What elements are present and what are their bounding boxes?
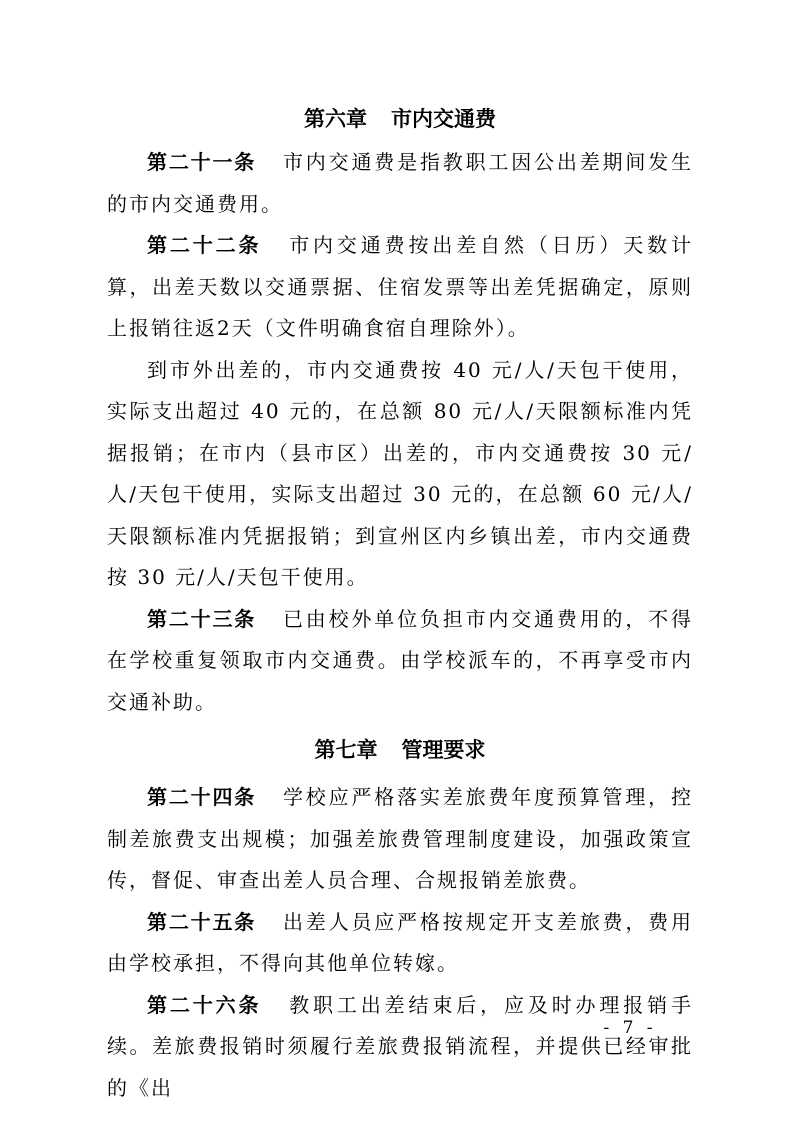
article-22-number: 第二十二条 [147, 233, 262, 257]
article-24-text: 学校应严格落实差旅费年度预算管理，控制差旅费支出规模；加强差旅费管理制度建设，加强政策宣传，督促、审查出差人员合理、合规报销差旅费。 [107, 785, 694, 892]
article-22 [107, 225, 693, 350]
article-23-text: 已由校外单位负担市内交通费用的，不得在学校重复领取市内交通费。由学校派车的，不再享受市内交通补助。 [107, 606, 694, 714]
article-21-text: 市内交通费是指教职工因公出差期间发生的市内交通费用。 [107, 150, 694, 216]
chapter-6-number: 第六章 [304, 107, 367, 131]
chapter-7-number: 第七章 [314, 738, 378, 762]
article-22-paragraph-2 [107, 350, 693, 599]
article-22-paragraph-2-text: 到市外出差的，市内交通费按 40 元/人/天包干使用，实际支出超过 40 元的，在总额 80 元/人/天限额标准内凭据报销；在市内（县市区）出差的，市内交通费按 30 元/人/天包干使用，实际支出超过 30 元的，在总额 60 元/人/天限额标准内凭据报销；到宣州区内乡镇出差，市内交通费按 30 元/人/天包干使用。 [107, 357, 693, 589]
chapter-6-title: 市内交通费 [391, 107, 496, 131]
page-content [107, 100, 693, 1109]
article-24-number: 第二十四条 [147, 785, 257, 809]
chapter-7-heading [107, 731, 693, 769]
article-26 [107, 985, 693, 1110]
article-25 [107, 902, 693, 985]
chapter-7-title: 管理要求 [401, 738, 486, 762]
article-26-number: 第二十六条 [147, 992, 262, 1017]
article-25-number: 第二十五条 [147, 909, 257, 934]
article-21-number: 第二十一条 [147, 150, 257, 174]
article-21 [107, 142, 693, 225]
article-24 [107, 777, 693, 902]
chapter-6-heading [107, 100, 693, 138]
article-26-text: 教职工出差结束后，应及时办理报销手续。差旅费报销时须履行差旅费报销流程，并提供已经审批的《出 [107, 992, 694, 1100]
page-number: - 7 - [603, 1018, 657, 1038]
article-23-number: 第二十三条 [147, 606, 257, 631]
article-22-text: 市内交通费按出差自然（日历）天数计算，出差天数以交通票据、住宿发票等出差凭据确定，原则上报销往返2天（文件明确食宿自理除外）。 [107, 233, 694, 340]
article-25-text: 出差人员应严格按规定开支差旅费，费用由学校承担，不得向其他单位转嫁。 [107, 909, 694, 975]
article-23 [107, 599, 693, 724]
